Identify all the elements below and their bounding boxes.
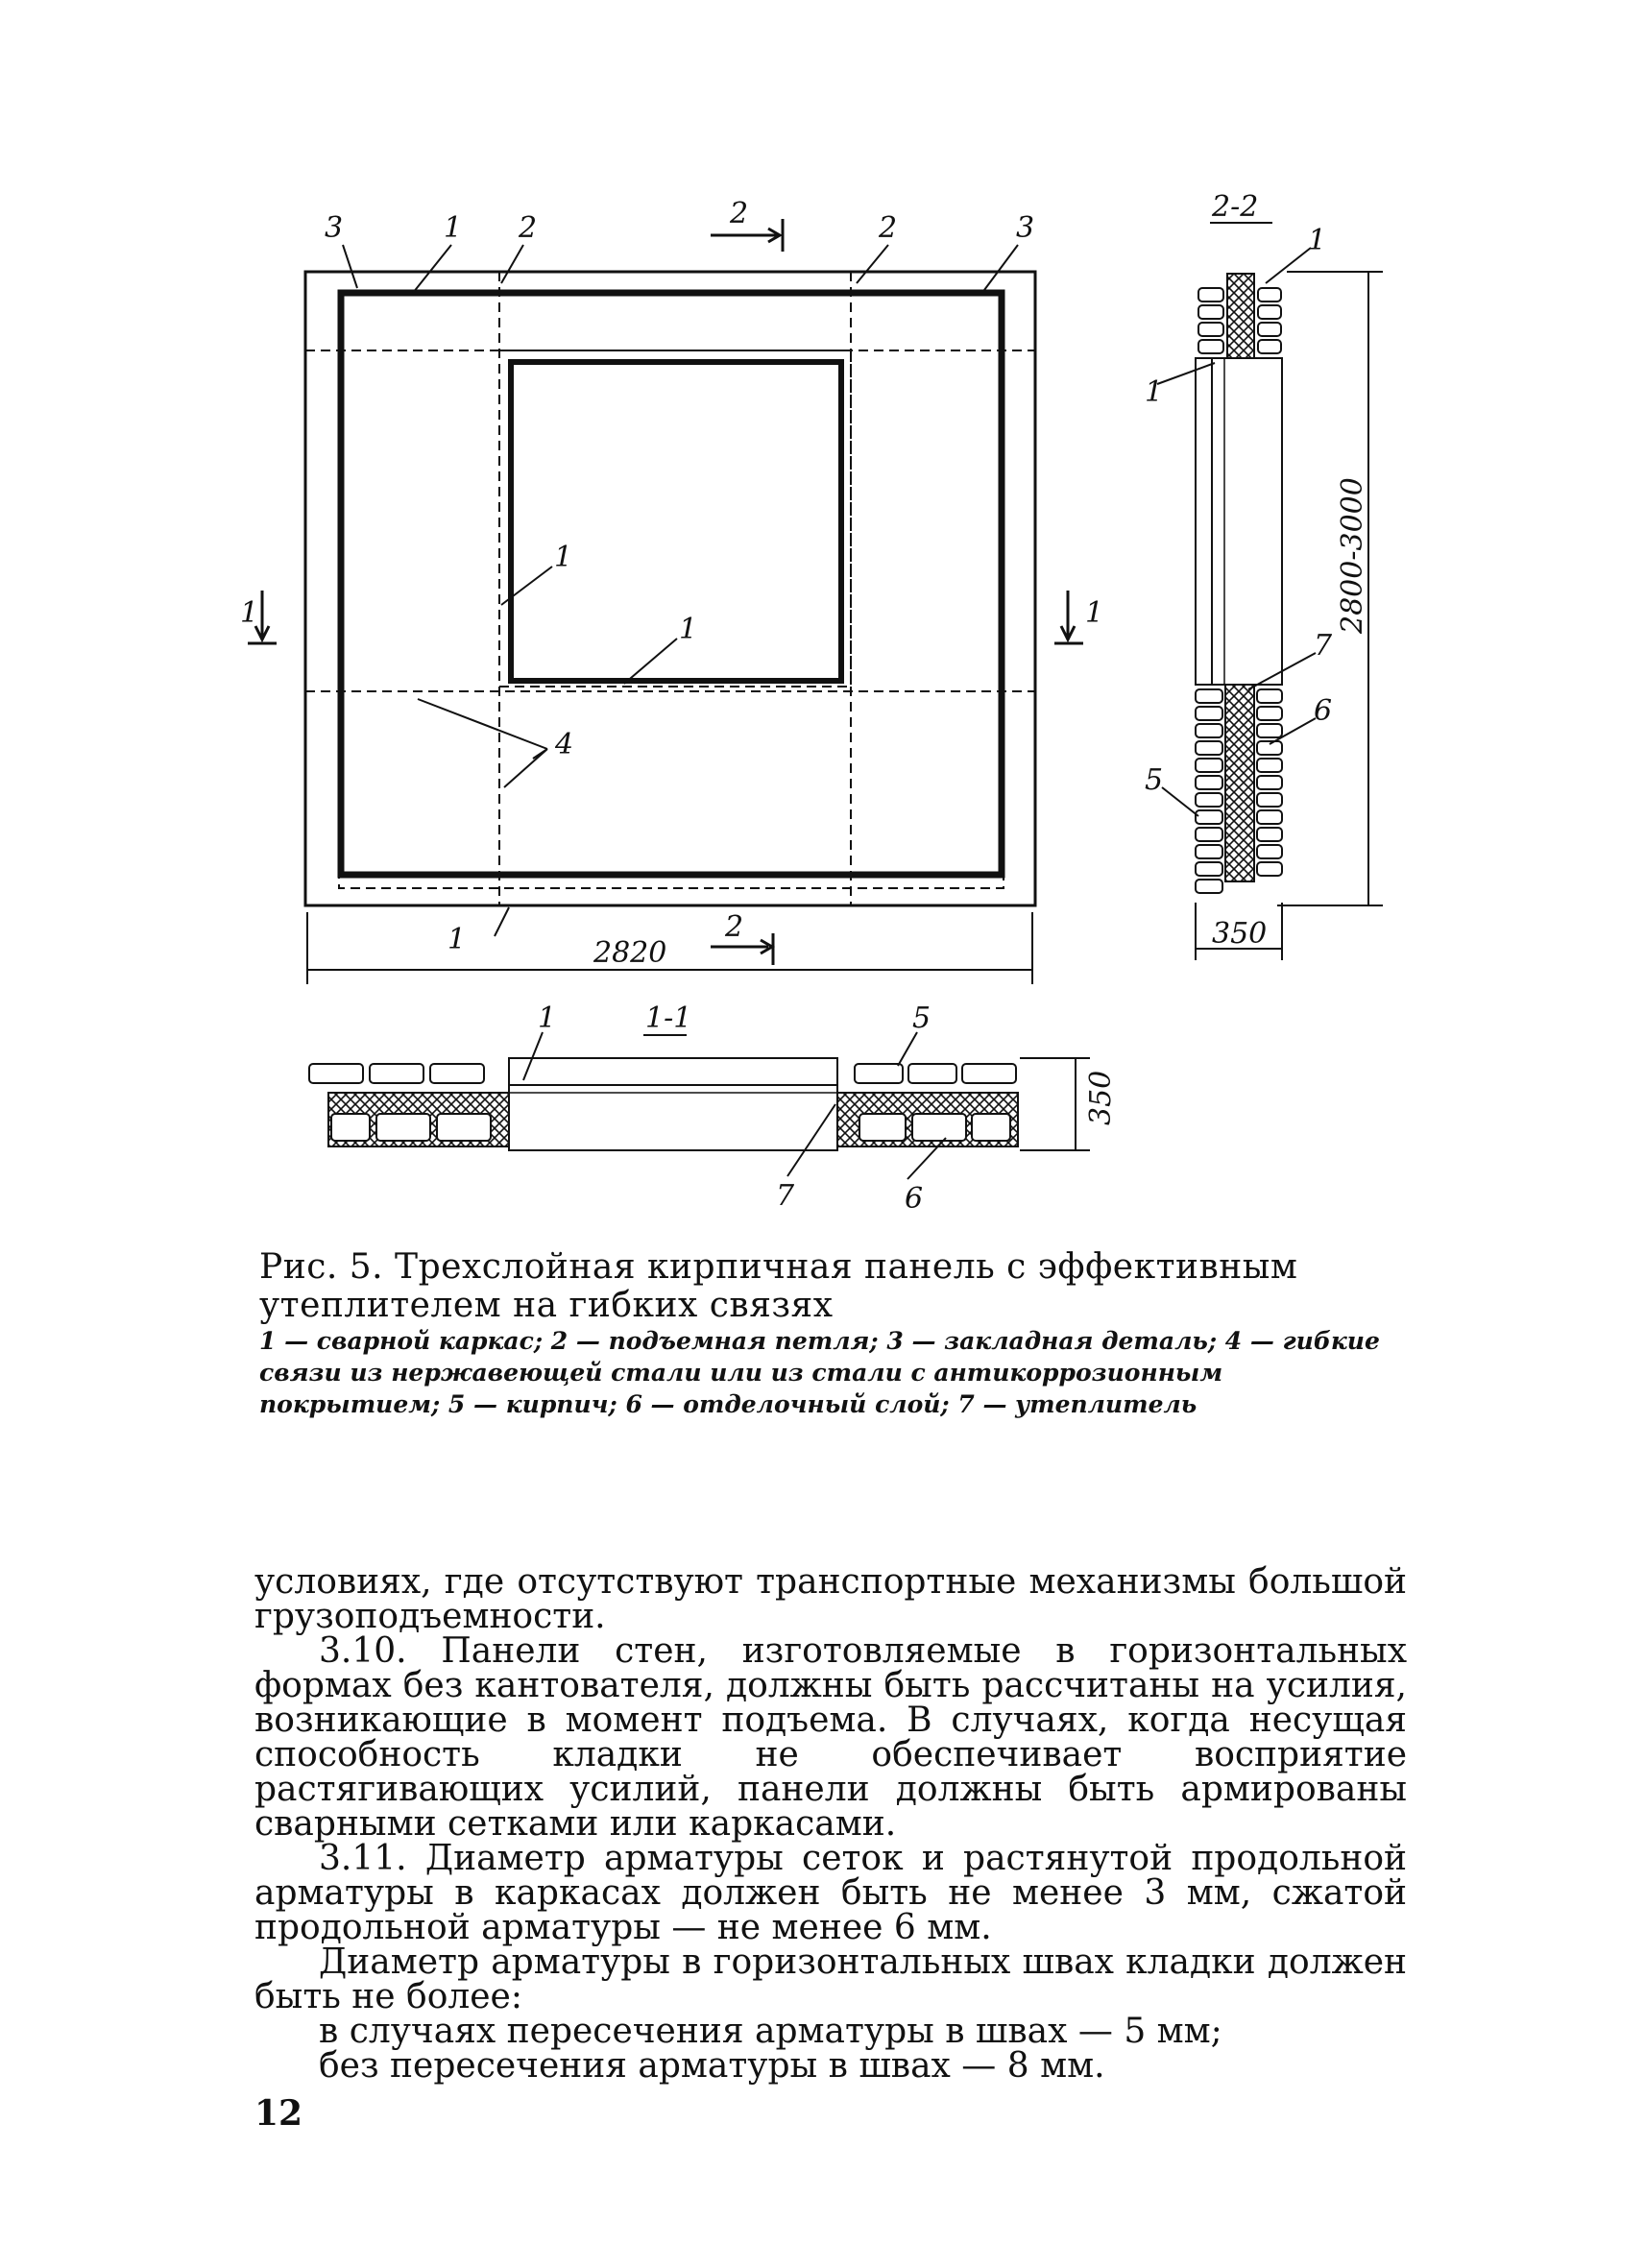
leader-lines bbox=[343, 245, 1018, 936]
section-2-2-bottom-block bbox=[1196, 685, 1282, 893]
section-1-1-title: 1-1 bbox=[645, 1001, 692, 1035]
callout-4: 4 bbox=[555, 728, 574, 761]
paragraph-3-10: 3.10. Панели стен, изготовляемые в горизонтальных формах без кантователя, должны быть рассчитаны на усилия, возникающие в момент подъема. В случаях, когда несущая способность кладки не обеспечивает восприятие растягивающих усилий, панели должны быть армированы сварными сетками или каркасами. bbox=[254, 1631, 1407, 1844]
width-dimension: 2820 bbox=[593, 936, 667, 970]
section-2-2-callout-1-top: 1 bbox=[1308, 224, 1327, 257]
list-item-with-crossing: в случаях пересечения арматуры в швах — 5 мм; bbox=[319, 2012, 1222, 2051]
callout-1-bottom: 1 bbox=[448, 923, 467, 956]
section-1-1-right-block bbox=[837, 1064, 1018, 1146]
section-1-1-callout-5: 5 bbox=[912, 1001, 931, 1035]
section-1-1-callout-1: 1 bbox=[538, 1001, 557, 1035]
paragraph-rebar-diameter: Диаметр арматуры в горизонтальных швах кладки должен быть не более: bbox=[254, 1942, 1407, 2016]
section-1-1-thickness-dimension-line bbox=[1020, 1058, 1090, 1150]
window-frame bbox=[511, 362, 841, 681]
figure-caption-title: Рис. 5. Трехслойная кирпичная панель с эффективным утеплителем на гибких связях bbox=[259, 1247, 1298, 1325]
section-2-2-title: 2-2 bbox=[1212, 190, 1259, 224]
section-1-1-callout-6: 6 bbox=[905, 1182, 924, 1216]
section-1-1 bbox=[309, 1032, 1090, 1179]
paragraph-3-11: 3.11. Диаметр арматуры сеток и растянутой продольной арматуры в каркасах должен быть не менее 3 мм, сжатой продольной арматуры — не менее 6 мм. bbox=[254, 1839, 1407, 1947]
callout-2-right: 2 bbox=[879, 211, 898, 245]
callout-2-left: 2 bbox=[519, 211, 538, 245]
callout-1-window-left: 1 bbox=[554, 541, 573, 574]
main-view-labels bbox=[240, 197, 1103, 970]
section-label-2-bottom: 2 bbox=[725, 910, 744, 944]
body-text bbox=[254, 1562, 1407, 2086]
panel-dashed-outline bbox=[339, 291, 1004, 888]
callout-3-left: 3 bbox=[325, 211, 344, 245]
section-label-2-top: 2 bbox=[730, 197, 749, 230]
section-label-1-right: 1 bbox=[1085, 596, 1104, 630]
page-number: 12 bbox=[254, 2093, 303, 2134]
section-2-2-height-dimension: 2800-3000 bbox=[1336, 477, 1369, 634]
section-2-2-callout-7: 7 bbox=[1314, 629, 1333, 663]
paragraph-continuation: условиях, где отсутствуют транспортные механизмы большой грузоподъемности. bbox=[254, 1562, 1407, 1636]
callout-1-top: 1 bbox=[444, 211, 463, 245]
figure-caption-legend: 1 — сварной каркас; 2 — подъемная петля; 3 — закладная деталь; 4 — гибкие связи из нержавеющей стали или из стали с антикоррозионным покрытием; 5 — кирпич; 6 — отделочный слой; 7 — утеплитель bbox=[259, 1327, 1380, 1418]
section-mark-1-right bbox=[1054, 591, 1083, 643]
section-1-1-labels bbox=[538, 1001, 1118, 1216]
section-1-1-thickness-dimension: 350 bbox=[1084, 1070, 1118, 1125]
panel-front-view bbox=[248, 219, 1083, 984]
section-1-1-left-block bbox=[309, 1064, 509, 1146]
section-label-1-left: 1 bbox=[240, 596, 259, 630]
callout-3-right: 3 bbox=[1016, 211, 1035, 245]
section-1-1-callout-7: 7 bbox=[776, 1179, 795, 1213]
section-2-2-callout-5: 5 bbox=[1145, 763, 1164, 797]
window-frame-outer bbox=[499, 350, 851, 687]
section-2-2-callout-6: 6 bbox=[1314, 694, 1333, 728]
welded-frame-outline bbox=[341, 293, 1002, 875]
section-1-1-opening bbox=[509, 1058, 837, 1150]
list-item-without-crossing: без пересечения арматуры в швах — 8 мм. bbox=[319, 2046, 1105, 2086]
section-2-2-top-block bbox=[1198, 274, 1281, 358]
panel-outline bbox=[305, 272, 1035, 905]
section-2-2-callout-1-left: 1 bbox=[1145, 375, 1164, 409]
callout-1-window-bottom: 1 bbox=[679, 613, 698, 646]
section-2-2-thickness-dimension: 350 bbox=[1212, 917, 1268, 951]
width-dimension-line bbox=[307, 912, 1032, 984]
section-2-2-window-zone bbox=[1196, 358, 1282, 685]
